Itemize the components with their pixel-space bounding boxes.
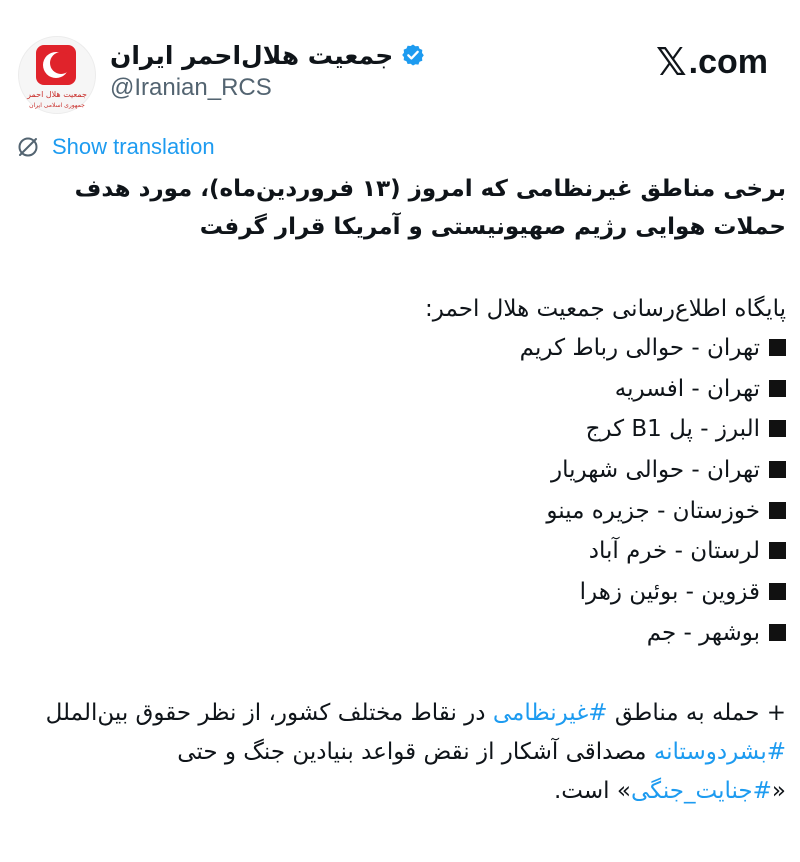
display-name[interactable] bbox=[110, 38, 425, 72]
paragraph-text: » است. bbox=[554, 777, 631, 804]
logo-text-line2: جمهوری اسلامی ایران bbox=[29, 102, 85, 109]
x-com-logo bbox=[656, 40, 768, 84]
tweet-headline: برخی مناطق غیرنظامی که امروز (۱۳ فروردین‌ماه)، مورد هدف حملات هوایی رژیم صهیونیستی و آمریکا قرار گرفت bbox=[74, 176, 786, 240]
place-text: تهران - افسریه bbox=[614, 375, 760, 402]
avatar[interactable] bbox=[18, 36, 96, 114]
show-translation-label[interactable]: Show translation bbox=[52, 134, 215, 159]
tweet-intro: پایگاه اطلاع‌رسانی جمعیت هلال احمر: bbox=[425, 296, 786, 322]
black-square-icon bbox=[769, 624, 786, 641]
black-square-icon bbox=[769, 461, 786, 478]
black-square-icon bbox=[769, 583, 786, 600]
black-square-icon bbox=[769, 502, 786, 519]
list-item bbox=[12, 369, 786, 410]
place-text: تهران - حوالی شهریار bbox=[551, 457, 760, 484]
hashtag-link[interactable]: #غیرنظامی bbox=[492, 699, 608, 726]
user-handle[interactable]: @Iranian_RCS bbox=[110, 74, 272, 101]
x-logo-icon: 𝕏 bbox=[656, 40, 687, 84]
red-crescent-logo bbox=[19, 37, 95, 113]
places-list bbox=[12, 328, 786, 654]
globe-icon bbox=[16, 135, 40, 159]
list-item bbox=[12, 328, 786, 369]
display-name-text[interactable]: جمعیت هلال‌احمر ایران bbox=[110, 40, 394, 70]
tweet-header bbox=[0, 0, 800, 120]
list-item bbox=[12, 409, 786, 450]
hashtag-link[interactable]: #جنایت_جنگی bbox=[630, 777, 772, 804]
black-square-icon bbox=[769, 380, 786, 397]
black-square-icon bbox=[769, 339, 786, 356]
list-item bbox=[12, 572, 786, 613]
verified-badge-icon bbox=[401, 43, 425, 67]
tweet-text bbox=[12, 170, 786, 811]
site-suffix: .com bbox=[688, 42, 768, 81]
place-text: بوشهر - جم bbox=[646, 619, 760, 646]
hashtag-link[interactable]: #بشردوستانه bbox=[653, 738, 786, 765]
list-item bbox=[12, 450, 786, 491]
logo-text-line1: جمعیت هلال احمر bbox=[27, 90, 87, 99]
place-text: البرز - پل B1 کرج bbox=[585, 416, 760, 443]
black-square-icon bbox=[769, 420, 786, 437]
place-text: خوزستان - جزیره مینو bbox=[546, 497, 760, 524]
tweet-paragraph bbox=[12, 694, 786, 811]
paragraph-text: در نقاط مختلف کشور، از نظر حقوق بین‌الملل bbox=[45, 699, 493, 726]
place-text: لرستان - خرم آباد bbox=[588, 538, 760, 565]
paragraph-text: مصداقی آشکار از نقض قواعد بنیادین جنگ و حتی « bbox=[177, 738, 786, 804]
list-item bbox=[12, 491, 786, 532]
show-translation-button[interactable] bbox=[16, 131, 215, 163]
list-item bbox=[12, 531, 786, 572]
paragraph-text: + حمله به مناطق bbox=[607, 699, 786, 726]
place-text: قزوین - بوئین زهرا bbox=[579, 579, 760, 606]
black-square-icon bbox=[769, 542, 786, 559]
list-item bbox=[12, 613, 786, 654]
place-text: تهران - حوالی رباط کریم bbox=[519, 335, 760, 361]
